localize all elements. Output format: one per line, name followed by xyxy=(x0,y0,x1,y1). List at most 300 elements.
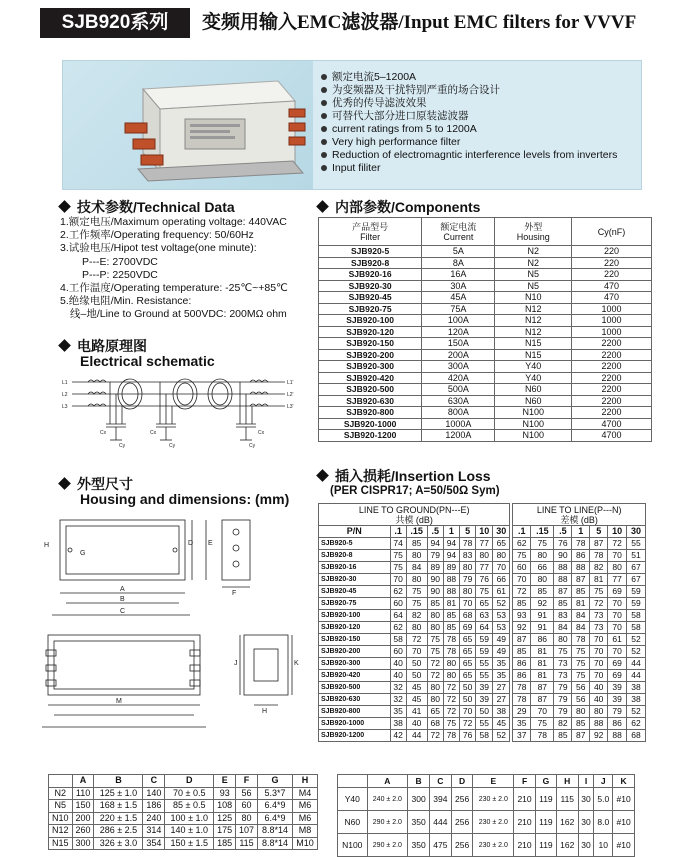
table-cell: 69 xyxy=(608,670,627,682)
table-cell: 81 xyxy=(531,658,554,670)
table-row xyxy=(319,407,652,419)
column-header: E xyxy=(214,775,236,788)
table-cell: 81 xyxy=(443,598,459,610)
table-cell: 200A xyxy=(422,349,495,361)
table-cell: 230 ± 2.0 xyxy=(473,834,514,857)
schematic-label: L2' xyxy=(287,392,294,398)
table-cell: 78 xyxy=(443,646,459,658)
table-cell: 86 xyxy=(608,718,627,730)
table-cell: 8.8*14 xyxy=(257,825,292,838)
table-cell: 286 ± 2.5 xyxy=(94,825,143,838)
dimension-label: H xyxy=(44,542,50,549)
table-cell: 78 xyxy=(443,634,459,646)
column-header: 外型 Housing xyxy=(495,218,572,246)
table-cell: 2200 xyxy=(572,384,652,396)
table-cell: 89 xyxy=(427,562,443,574)
table-cell: 40 xyxy=(590,682,608,694)
table-cell: SJB920-150 xyxy=(319,338,422,350)
table-cell: 80 xyxy=(427,622,443,634)
table-row xyxy=(319,586,646,598)
tech-line: P---E: 2700VDC xyxy=(82,255,158,268)
table-cell: 41 xyxy=(406,706,427,718)
feature-list xyxy=(321,71,617,175)
table-cell: 73 xyxy=(590,610,608,622)
table-cell: 67 xyxy=(627,562,646,574)
table-cell: 85 xyxy=(427,598,443,610)
column-header: F xyxy=(514,775,536,788)
table-row xyxy=(319,670,646,682)
table-cell: 80 xyxy=(406,550,427,562)
table-cell: 61 xyxy=(608,634,627,646)
table-cell: 65 xyxy=(476,598,493,610)
table-row xyxy=(319,246,652,258)
column-header: 1 xyxy=(572,526,590,538)
table-cell: 108 xyxy=(214,800,236,813)
table-cell: 40 xyxy=(390,670,406,682)
table-cell: 45A xyxy=(422,292,495,304)
table-cell: 115 xyxy=(556,788,578,811)
table-cell: 80 xyxy=(554,634,572,646)
table-cell: 88 xyxy=(443,574,459,586)
table-cell: 35 xyxy=(493,670,510,682)
tech-line: 3.试验电压/Hipot test voltage(one minute): xyxy=(60,242,257,255)
table-cell: 62 xyxy=(627,718,646,730)
table-cell: 210 xyxy=(514,811,536,834)
list-item: current ratings from 5 to 1200A xyxy=(321,123,617,136)
column-header: 10 xyxy=(476,526,493,538)
dimensions-table-y xyxy=(337,774,635,857)
table-cell: N100 xyxy=(495,418,572,430)
table-cell: 80 xyxy=(427,610,443,622)
tech-line: 2.工作频率/Operating frequency: 50/60Hz xyxy=(60,229,254,242)
table-cell: 42 xyxy=(390,730,406,742)
table-cell: 35 xyxy=(390,706,406,718)
table-cell: 220 ± 1.5 xyxy=(94,812,143,825)
table-cell: 40 xyxy=(390,658,406,670)
table-cell: 75 xyxy=(554,646,572,658)
table-cell: SJB920-420 xyxy=(319,670,391,682)
table-cell: 75 xyxy=(476,586,493,598)
dimension-label: J xyxy=(234,660,238,667)
schematic-label: Cx xyxy=(258,430,265,436)
table-cell: 64 xyxy=(390,610,406,622)
table-cell: N10 xyxy=(49,812,73,825)
table-cell: SJB920-420 xyxy=(319,372,422,384)
table-cell: 52 xyxy=(627,706,646,718)
table-cell: 75 xyxy=(572,670,590,682)
dimension-label: B xyxy=(120,596,125,603)
list-item: Input filiter xyxy=(321,162,617,175)
table-cell: 500A xyxy=(422,384,495,396)
table-cell: SJB920-200 xyxy=(319,349,422,361)
table-cell: 10 xyxy=(594,834,613,857)
table-row xyxy=(319,538,646,550)
table-cell: 162 xyxy=(556,811,578,834)
table-cell: 78 xyxy=(572,634,590,646)
table-cell: #10 xyxy=(613,788,635,811)
table-cell: 91 xyxy=(531,610,554,622)
diamond-bullet-icon xyxy=(316,200,329,213)
column-header: .5 xyxy=(554,526,572,538)
table-cell: 80 xyxy=(476,550,493,562)
table-cell: 38 xyxy=(390,718,406,730)
table-cell: 240 xyxy=(143,812,165,825)
table-cell: SJB920-75 xyxy=(319,303,422,315)
table-cell: 119 xyxy=(535,811,556,834)
column-header: 额定电流 Current xyxy=(422,218,495,246)
table-cell: 350 xyxy=(408,811,430,834)
table-row xyxy=(319,682,646,694)
table-cell: 150A xyxy=(422,338,495,350)
table-cell: SJB920-630 xyxy=(319,694,391,706)
column-header: K xyxy=(613,775,635,788)
column-header: A xyxy=(72,775,94,788)
table-cell: 300A xyxy=(422,361,495,373)
table-cell: 39 xyxy=(608,682,627,694)
table-cell: 80 xyxy=(608,562,627,574)
table-cell: 78 xyxy=(443,730,459,742)
table-cell: 80 xyxy=(460,586,476,598)
table-cell: SJB920-8 xyxy=(319,257,422,269)
table-row xyxy=(319,303,652,315)
table-cell: 44 xyxy=(406,730,427,742)
table-cell: 1000 xyxy=(572,315,652,327)
column-header: F xyxy=(236,775,258,788)
dimension-label: E xyxy=(208,540,213,547)
table-cell: SJB920-630 xyxy=(319,395,422,407)
table-cell: 8.0 xyxy=(594,811,613,834)
table-cell: N2 xyxy=(495,257,572,269)
table-cell: 29 xyxy=(513,706,531,718)
table-cell: 73 xyxy=(590,622,608,634)
table-cell: 38 xyxy=(627,682,646,694)
table-cell: 75 xyxy=(531,718,554,730)
table-cell: 91 xyxy=(531,622,554,634)
table-cell: 84 xyxy=(572,610,590,622)
table-cell: SJB920-8 xyxy=(319,550,391,562)
tech-line: 4.工作温度/Operating temperature: -25℃~+85℃ xyxy=(60,282,288,295)
table-cell: SJB920-1200 xyxy=(319,730,391,742)
column-header: .15 xyxy=(406,526,427,538)
table-cell: 80 xyxy=(236,812,258,825)
table-cell: 59 xyxy=(476,634,493,646)
table-cell: 210 xyxy=(514,834,536,857)
table-cell: 2200 xyxy=(572,349,652,361)
table-cell: M6 xyxy=(293,812,318,825)
list-item: Very high performance filter xyxy=(321,136,617,149)
table-cell: 80 xyxy=(493,550,510,562)
column-header xyxy=(338,775,368,788)
table-cell: SJB920-5 xyxy=(319,538,391,550)
table-row xyxy=(319,257,652,269)
table-row xyxy=(49,825,318,838)
table-cell: 45 xyxy=(406,694,427,706)
table-cell: 88 xyxy=(554,574,572,586)
table-cell: 35 xyxy=(493,658,510,670)
table-cell: 55 xyxy=(476,670,493,682)
table-cell: 66 xyxy=(493,574,510,586)
table-cell: 2200 xyxy=(572,361,652,373)
table-cell: 70 xyxy=(608,622,627,634)
table-cell: 93 xyxy=(214,787,236,800)
schematic-label: Cx xyxy=(150,430,157,436)
table-cell: 87 xyxy=(590,538,608,550)
table-cell: N60 xyxy=(495,384,572,396)
table-cell: 38 xyxy=(493,706,510,718)
list-item: 为变频器及干扰特别严重的场合设计 xyxy=(321,84,617,97)
table-cell: 70 xyxy=(390,574,406,586)
table-cell: N100 xyxy=(495,407,572,419)
insertion-loss-title: 插入损耗/Insertion Loss xyxy=(318,466,491,486)
table-cell: 65 xyxy=(460,670,476,682)
table-cell: 300 xyxy=(72,837,94,850)
table-cell: SJB920-500 xyxy=(319,682,391,694)
table-cell: 85 xyxy=(406,538,427,550)
table-cell: 1000A xyxy=(422,418,495,430)
table-cell: 65 xyxy=(460,634,476,646)
table-cell: 32 xyxy=(390,694,406,706)
table-row xyxy=(319,372,652,384)
table-cell: 52 xyxy=(493,730,510,742)
table-cell: 85 xyxy=(572,718,590,730)
schematic-label: L2 xyxy=(62,392,68,398)
table-cell: 1000 xyxy=(572,303,652,315)
table-cell: 475 xyxy=(429,834,451,857)
table-cell: 76 xyxy=(476,574,493,586)
table-cell: 70 xyxy=(590,634,608,646)
table-cell: 84 xyxy=(572,622,590,634)
table-cell: 79 xyxy=(460,574,476,586)
table-cell: N5 xyxy=(49,800,73,813)
table-cell: 1200A xyxy=(422,430,495,442)
table-cell: 68 xyxy=(627,730,646,742)
table-cell: 88 xyxy=(572,562,590,574)
table-cell: 72 xyxy=(443,682,459,694)
table-cell: 5A xyxy=(422,246,495,258)
table-cell: M4 xyxy=(293,787,318,800)
table-cell: SJB920-16 xyxy=(319,269,422,281)
table-cell: 70 xyxy=(513,574,531,586)
table-cell: 70 xyxy=(608,646,627,658)
table-cell: 52 xyxy=(627,634,646,646)
table-cell: 62 xyxy=(390,622,406,634)
dimension-label: C xyxy=(120,608,126,615)
table-cell: SJB920-500 xyxy=(319,384,422,396)
table-cell: 85 xyxy=(554,730,572,742)
table-cell: 53 xyxy=(493,610,510,622)
table-cell: 89 xyxy=(443,562,459,574)
table-cell: N12 xyxy=(49,825,73,838)
page-header xyxy=(40,8,680,38)
table-cell: 420A xyxy=(422,372,495,384)
table-cell: 60 xyxy=(513,562,531,574)
tech-line: P---P: 2250VDC xyxy=(82,268,158,281)
table-cell: SJB920-1000 xyxy=(319,718,391,730)
table-cell: SJB920-800 xyxy=(319,706,391,718)
table-cell: 59 xyxy=(476,646,493,658)
table-cell: 85 xyxy=(513,598,531,610)
table-row xyxy=(338,834,635,857)
insertion-loss-table xyxy=(318,503,646,742)
table-cell: 58 xyxy=(476,730,493,742)
table-cell: 75 xyxy=(572,646,590,658)
table-cell: 150 ± 1.5 xyxy=(165,837,214,850)
schematic-label: L3 xyxy=(62,404,68,410)
table-cell: 58 xyxy=(627,610,646,622)
table-cell: 65 xyxy=(460,646,476,658)
table-cell: 85 ± 0.5 xyxy=(165,800,214,813)
table-cell: 39 xyxy=(476,694,493,706)
table-row xyxy=(319,598,646,610)
table-cell: 140 xyxy=(143,787,165,800)
table-cell: 94 xyxy=(443,550,459,562)
table-cell: SJB920-300 xyxy=(319,361,422,373)
table-cell: 110 xyxy=(72,787,94,800)
table-cell: M6 xyxy=(293,800,318,813)
tech-line: 线–地/Line to Ground at 500VDC: 200MΩ ohm xyxy=(70,308,287,321)
diamond-bullet-icon xyxy=(58,200,71,213)
table-cell: 86 xyxy=(572,550,590,562)
table-cell: 94 xyxy=(427,538,443,550)
table-cell: 39 xyxy=(608,694,627,706)
table-cell: SJB920-1000 xyxy=(319,418,422,430)
table-cell: 8A xyxy=(422,257,495,269)
dimension-label: G xyxy=(80,550,86,557)
table-cell: 78 xyxy=(572,538,590,550)
table-cell: 27 xyxy=(493,694,510,706)
table-cell: 81 xyxy=(572,598,590,610)
table-cell: 78 xyxy=(513,682,531,694)
table-cell: N15 xyxy=(495,349,572,361)
table-cell: 87 xyxy=(531,682,554,694)
table-cell: 55 xyxy=(476,658,493,670)
table-cell: 94 xyxy=(443,538,459,550)
table-cell: 86 xyxy=(513,670,531,682)
table-cell: 85 xyxy=(554,598,572,610)
table-cell: 79 xyxy=(554,694,572,706)
column-header: .15 xyxy=(531,526,554,538)
table-cell: 72 xyxy=(443,694,459,706)
table-cell: 260 xyxy=(72,825,94,838)
table-cell: 70 xyxy=(608,598,627,610)
table-cell: 70 xyxy=(460,598,476,610)
dimension-label: M xyxy=(116,698,122,705)
table-cell: 53 xyxy=(493,622,510,634)
housing-title-en: Housing and dimensions: (mm) xyxy=(80,491,290,507)
diamond-bullet-icon xyxy=(58,477,71,490)
table-row xyxy=(319,269,652,281)
table-cell: 45 xyxy=(406,682,427,694)
table-cell: 75 xyxy=(390,562,406,574)
column-header: B xyxy=(94,775,143,788)
table-cell: 93 xyxy=(513,610,531,622)
table-cell: 49 xyxy=(493,634,510,646)
table-cell: 78 xyxy=(590,550,608,562)
table-cell: 58 xyxy=(627,622,646,634)
dimension-label: A xyxy=(120,586,125,593)
table-cell: N15 xyxy=(49,837,73,850)
table-cell: 80 xyxy=(406,574,427,586)
table-cell: 78 xyxy=(513,694,531,706)
table-cell: 185 xyxy=(214,837,236,850)
table-cell: 55 xyxy=(627,538,646,550)
column-header: B xyxy=(408,775,430,788)
table-cell: 88 xyxy=(608,730,627,742)
list-item: 优秀的传导滤波效果 xyxy=(321,97,617,110)
table-cell: 78 xyxy=(531,730,554,742)
column-header: .5 xyxy=(427,526,443,538)
list-item: Reduction of electromagntic interference levels from inverters xyxy=(321,149,617,162)
table-cell: 35 xyxy=(513,718,531,730)
table-cell: 76 xyxy=(554,538,572,550)
table-cell: 350 xyxy=(408,834,430,857)
series-badge: SJB920系列 xyxy=(40,8,190,38)
table-row xyxy=(319,550,646,562)
table-cell: SJB920-30 xyxy=(319,574,391,586)
table-cell: 240 ± 2.0 xyxy=(367,788,408,811)
table-cell: 68 xyxy=(427,718,443,730)
table-cell: 75 xyxy=(406,598,427,610)
table-cell: 230 ± 2.0 xyxy=(473,788,514,811)
table-cell: 30 xyxy=(578,834,594,857)
group-header: LINE TO LINE(P---N) 差模 (dB) xyxy=(513,504,646,526)
diamond-bullet-icon xyxy=(58,339,71,352)
dimension-label: F xyxy=(232,590,237,597)
table-cell: 85 xyxy=(443,610,459,622)
table-cell: SJB920-200 xyxy=(319,646,391,658)
table-cell: 51 xyxy=(627,550,646,562)
table-cell: 87 xyxy=(554,586,572,598)
table-cell: 60 xyxy=(390,646,406,658)
table-cell: 79 xyxy=(554,706,572,718)
table-cell: 87 xyxy=(531,694,554,706)
table-cell: #10 xyxy=(613,834,635,857)
table-cell: 49 xyxy=(493,646,510,658)
column-header: .1 xyxy=(513,526,531,538)
table-cell: 150 xyxy=(72,800,94,813)
table-cell: SJB920-75 xyxy=(319,598,391,610)
table-cell: N10 xyxy=(495,292,572,304)
table-cell: 37 xyxy=(513,730,531,742)
column-header: 30 xyxy=(627,526,646,538)
schematic-label: Cy xyxy=(169,443,176,449)
table-cell: 39 xyxy=(476,682,493,694)
table-cell: 70 xyxy=(608,550,627,562)
column-header: D xyxy=(165,775,214,788)
table-cell: N100 xyxy=(495,430,572,442)
column-header: 产品型号 Filter xyxy=(319,218,422,246)
table-cell: 80 xyxy=(427,694,443,706)
table-cell: 75 xyxy=(531,538,554,550)
table-cell: 60 xyxy=(236,800,258,813)
table-cell: 77 xyxy=(476,538,493,550)
table-cell: SJB920-16 xyxy=(319,562,391,574)
table-cell: 256 xyxy=(451,788,473,811)
table-cell: 72 xyxy=(513,586,531,598)
table-cell: 125 xyxy=(214,812,236,825)
schematic-title-en: Electrical schematic xyxy=(80,353,215,369)
table-cell: 70 xyxy=(590,658,608,670)
table-cell: 70 xyxy=(590,646,608,658)
table-cell: SJB920-300 xyxy=(319,658,391,670)
table-cell: 75 xyxy=(427,646,443,658)
column-header: H xyxy=(293,775,318,788)
table-row xyxy=(319,326,652,338)
column-header: G xyxy=(535,775,556,788)
table-row xyxy=(319,610,646,622)
table-cell: 72 xyxy=(427,730,443,742)
table-cell: 8.8*14 xyxy=(257,837,292,850)
